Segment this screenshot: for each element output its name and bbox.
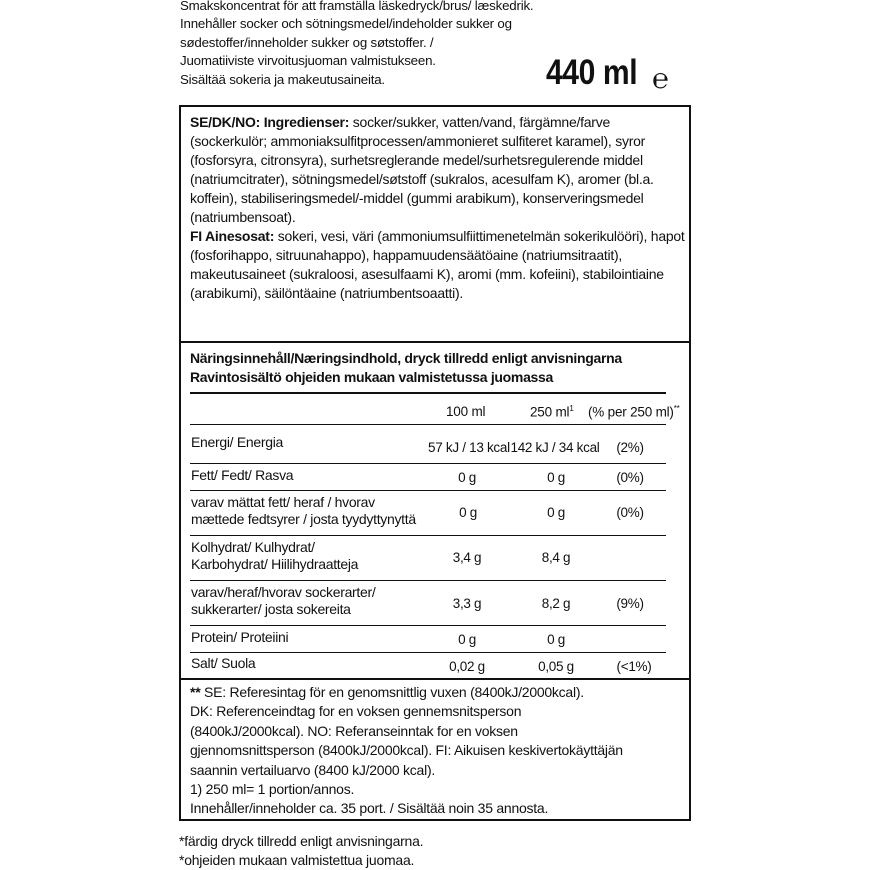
divider: [179, 678, 691, 680]
footnote-line: ** SE: Referesintag för en genomsnittlig vuxen (8400kJ/2000kcal).: [190, 684, 584, 700]
column-header-percent: [588, 404, 680, 420]
preparation-note: [179, 832, 423, 870]
divider: [190, 535, 666, 536]
footnote-line: Innehåller/inneholder ca. 35 port. / Sisältää noin 35 annosta.: [190, 800, 549, 817]
value-100ml: 57 kJ / 13 kcal: [428, 440, 510, 455]
divider: [190, 652, 666, 653]
nutrient-label: [191, 655, 255, 672]
nutrient-label: [191, 434, 283, 451]
nutrient-label-line: Salt/ Suola: [191, 655, 256, 671]
value-100ml: 0 g: [459, 505, 477, 520]
note-line: *färdig dryck tillredd enligt anvisningarna.: [179, 833, 424, 849]
ingredients-fi-label: FI Ainesosat:: [190, 228, 275, 244]
divider: [190, 490, 666, 491]
description-line: Smakskoncentrat för att framställa läskedryck/brus/ læskedrik.: [180, 0, 534, 13]
nutrient-label: [191, 494, 416, 528]
column-header-text: (% per 250 ml): [588, 404, 674, 420]
divider: [179, 341, 691, 343]
description-line: sødestoffer/inneholder sukker og søtstoffer. /: [180, 34, 434, 50]
footnotes: [190, 683, 690, 819]
volume-label: 440 ml: [546, 53, 638, 92]
value-250ml: 0 g: [547, 470, 565, 485]
nutrient-label-line: Fett/ Fedt/ Rasva: [191, 467, 294, 483]
nutrient-label-line: sukkerarter/ josta sokereita: [191, 601, 351, 617]
footnote-line: 1) 250 ml= 1 portion/annos.: [190, 781, 355, 798]
nutrient-label-line: mættede fedtsyrer / josta tyydyttynyttä: [191, 511, 416, 527]
footnote-line: DK: Referenceindtag for en voksen gennemsnitsperson: [190, 703, 522, 720]
value-100ml: 0,02 g: [449, 659, 485, 674]
value-percent: (0%): [616, 505, 644, 520]
value-250ml: 142 kJ / 34 kcal: [510, 440, 600, 455]
value-percent: (0%): [616, 470, 644, 485]
column-header-100ml: [446, 404, 485, 419]
column-header-250ml: [530, 404, 574, 420]
footnote-marker: **: [190, 684, 201, 700]
nutrient-label-line: Protein/ Proteiini: [191, 629, 289, 645]
value-100ml: 0 g: [458, 632, 476, 647]
nutrient-label: [191, 539, 358, 573]
nutrition-title-line: Ravintosisältö ohjeiden mukaan valmistetussa juomassa: [190, 369, 554, 385]
value-100ml: 3,4 g: [452, 550, 482, 565]
column-header-sup: 1: [569, 404, 574, 413]
divider: [190, 392, 666, 394]
footnote-line: (8400kJ/2000kcal). NO: Referanseinntak for en voksen: [190, 722, 518, 739]
nutrient-label-line: Energi/ Energia: [191, 434, 284, 450]
value-250ml: 0 g: [547, 632, 565, 647]
nutrient-label-line: Kolhydrat/ Kulhydrat/: [191, 539, 315, 555]
value-250ml: 0 g: [547, 505, 565, 520]
value-250ml: 8,4 g: [541, 550, 571, 565]
nutrition-title: [190, 349, 622, 387]
estimated-sign-icon: ℮: [652, 62, 669, 95]
value-percent: (2%): [616, 440, 644, 455]
divider: [190, 580, 666, 581]
column-header-sup: **: [673, 404, 680, 413]
value-100ml: 0 g: [458, 470, 476, 485]
nutrition-title-line: Näringsinnehåll/Næringsindhold, dryck tillredd enligt anvisningarna: [190, 350, 622, 366]
ingredients-block: [190, 113, 690, 303]
product-description: [180, 0, 540, 89]
nutrient-label: [191, 629, 288, 646]
value-percent: (<1%): [616, 659, 652, 674]
nutrient-label-line: varav/heraf/hvorav sockerarter/: [191, 584, 376, 600]
description-line: Sisältää sokeria ja makeutusaineita.: [180, 71, 385, 87]
note-line: *ohjeiden mukaan valmistettua juomaa.: [179, 852, 415, 868]
value-100ml: 3,3 g: [452, 596, 482, 611]
value-percent: (9%): [616, 596, 644, 611]
column-header-text: 250 ml: [530, 404, 570, 420]
description-line: Juomatiiviste virvoitusjuoman valmistukseen.: [180, 53, 436, 69]
footnote-line: gjennomsnittsperson (8400kJ/2000kcal). FI: Aikuisen keskivertokäyttäjän: [190, 742, 623, 759]
nutrient-label: [191, 467, 293, 484]
nutrient-label-line: Karbohydrat/ Hiilihydraatteja: [191, 556, 359, 572]
ingredients-fi-text: sokeri, vesi, väri (ammoniumsulfiittimenetelmän sokerikulööri), hapot (fosforihappo, sitruunahappo), happamuudensäätöaine (natriumsitraatit), makeutusaineet (sukraloosi, asesulfaami K), aromi (mm. kofeiini), stabilointiaine (arabikumi), säilöntäaine (natriumbentsoaatti).: [190, 228, 685, 301]
divider: [190, 424, 666, 425]
value-250ml: 8,2 g: [541, 596, 571, 611]
description-line: Innehåller socker och sötningsmedel/indeholder sukker og: [180, 16, 512, 32]
ingredients-se-text: socker/sukker, vatten/vand, färgämne/farve (sockerkulör; ammoniaksulfitprocessen/ammonieret sulfiteret karamel), syror (fosforsyra, citronsyra), surhetsreglerande medel/surhetsregulerende middel (natriumcitrater), sötningsmedel/søtstoff (sukralos, acesulfam K), aromer (bl.a. koffein), stabiliseringsmedel/-middel (gummi arabikum), konserveringsmedel (natriumbensoat).: [190, 114, 654, 225]
footnote-line: saannin vertailuarvo (8400 kJ/2000 kcal).: [190, 761, 436, 778]
divider: [190, 625, 666, 626]
column-header-text: 100 ml: [446, 404, 486, 419]
value-250ml: 0,05 g: [538, 659, 574, 674]
nutrient-label-line: varav mättat fett/ heraf / hvorav: [191, 494, 375, 510]
ingredients-se-label: SE/DK/NO: Ingredienser:: [190, 114, 350, 130]
nutrient-label: [191, 584, 375, 618]
divider: [190, 463, 666, 464]
